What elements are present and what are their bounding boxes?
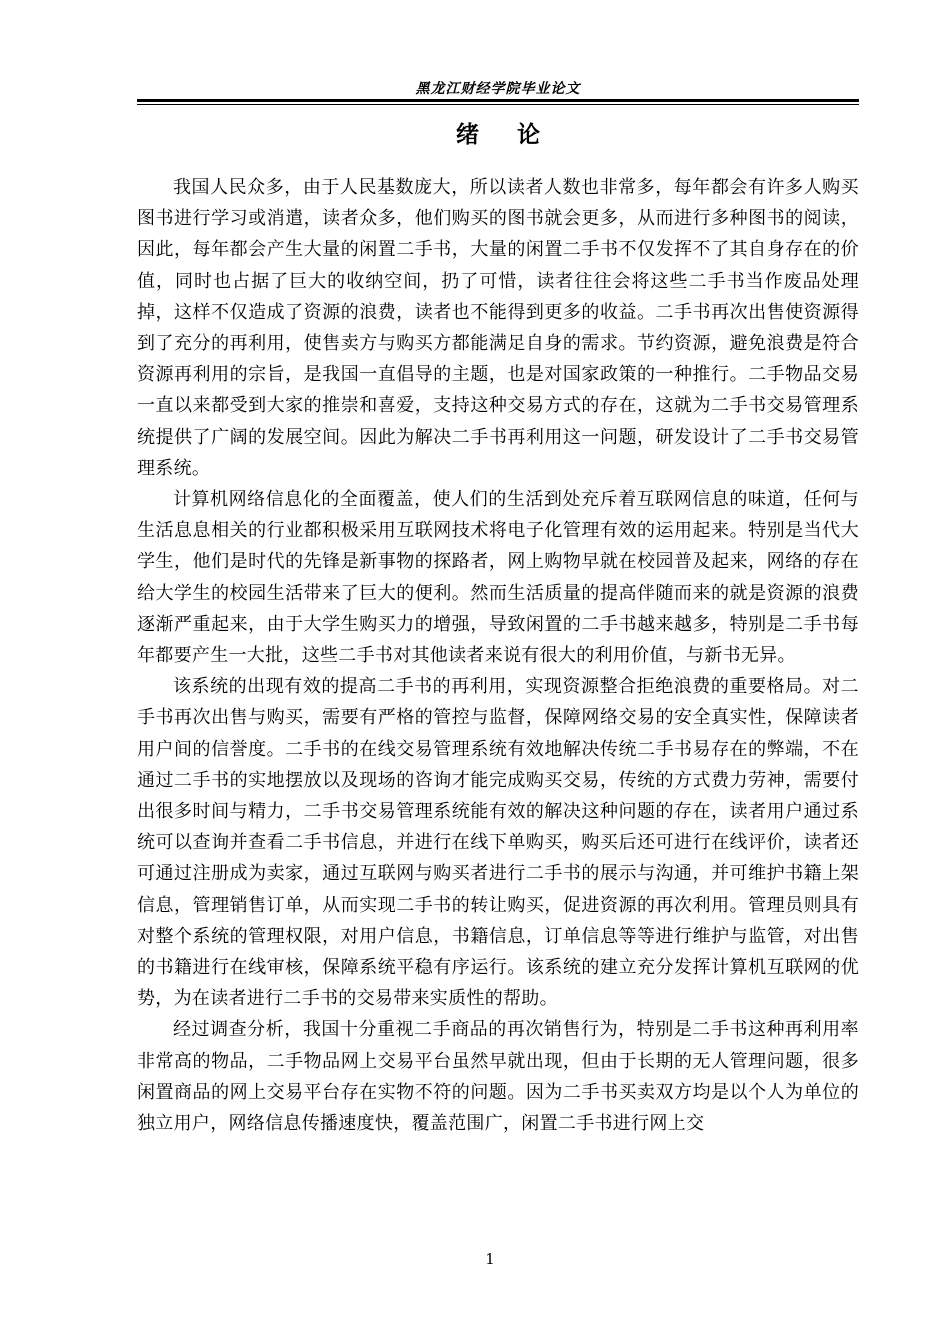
paragraph-2: 计算机网络信息化的全面覆盖，使人们的生活到处充斥着互联网信息的味道，任何与生活息息相关的行业都积极采用互联网技术将电子化管理有效的运用起来。特别是当代大学生，他们是时代的先锋是新事物的探路者，网上购物早就在校园普及起来，网络的存在给大学生的校园生活带来了巨大的便利。然而生活质量的提高伴随而来的就是资源的浪费逐渐严重起来，由于大学生购买力的增强，导致闲置的二手书越来越多，特别是二手书每年都要产生一大批，这些二手书对其他读者来说有很大的利用价值，与新书无异。 (137, 489, 859, 667)
body-text (137, 172, 859, 1139)
section-heading: 绪论 (456, 122, 578, 148)
header-rule-thick (137, 99, 859, 102)
paragraph-1: 我国人民众多，由于人民基数庞大，所以读者人数也非常多，每年都会有许多人购买图书进行学习或消遣，读者众多，他们购买的图书就会更多，从而进行多种图书的阅读，因此，每年都会产生大量的闲置二手书，大量的闲置二手书不仅发挥不了其自身存在的价值，同时也占据了巨大的收纳空间，扔了可惜，读者往往会将这些二手书当作废品处理掉，这样不仅造成了资源的浪费，读者也不能得到更多的收益。二手书再次出售使资源得到了充分的再利用，使售卖方与购买方都能满足自身的需求。节约资源，避免浪费是符合资源再利用的宗旨，是我国一直倡导的主题，也是对国家政策的一种推行。二手物品交易一直以来都受到大家的推崇和喜爱，支持这种交易方式的存在，这就为二手书交易管理系统提供了广阔的发展空间。因此为解决二手书再利用这一问题，研发设计了二手书交易管理系统。 (137, 177, 859, 479)
page-header (137, 72, 859, 106)
page-number: 1 (485, 1250, 495, 1268)
header-title: 黑龙江财经学院毕业论文 (415, 81, 581, 97)
paragraph-4: 经过调查分析，我国十分重视二手商品的再次销售行为，特别是二手书这种再利用率非常高的物品，二手物品网上交易平台虽然早就出现，但由于长期的无人管理问题，很多闲置商品的网上交易平台存在实物不符的问题。因为二手书买卖双方均是以个人为单位的独立用户，网络信息传播速度快，覆盖范围广，闲置二手书进行网上交 (137, 1019, 859, 1135)
paragraph-3: 该系统的出现有效的提高二手书的再利用，实现资源整合拒绝浪费的重要格局。对二手书再次出售与购买，需要有严格的管控与监督，保障网络交易的安全真实性，保障读者用户间的信誉度。二手书的在线交易管理系统有效地解决传统二手书易存在的弊端，不在通过二手书的实地摆放以及现场的咨询才能完成购买交易，传统的方式费力劳神，需要付出很多时间与精力，二手书交易管理系统能有效的解决这种问题的存在，读者用户通过系统可以查询并查看二手书信息，并进行在线下单购买，购买后还可进行在线评价，读者还可通过注册成为卖家，通过互联网与购买者进行二手书的展示与沟通，并可维护书籍上架信息，管理销售订单，从而实现二手书的转让购买，促进资源的再次利用。管理员则具有对整个系统的管理权限，对用户信息，书籍信息，订单信息等等进行维护与监管，对出售的书籍进行在线审核，保障系统平稳有序运行。该系统的建立充分发挥计算机互联网的优势，为在读者进行二手书的交易带来实质性的帮助。 (137, 676, 859, 1010)
header-rule-thin (137, 104, 859, 105)
